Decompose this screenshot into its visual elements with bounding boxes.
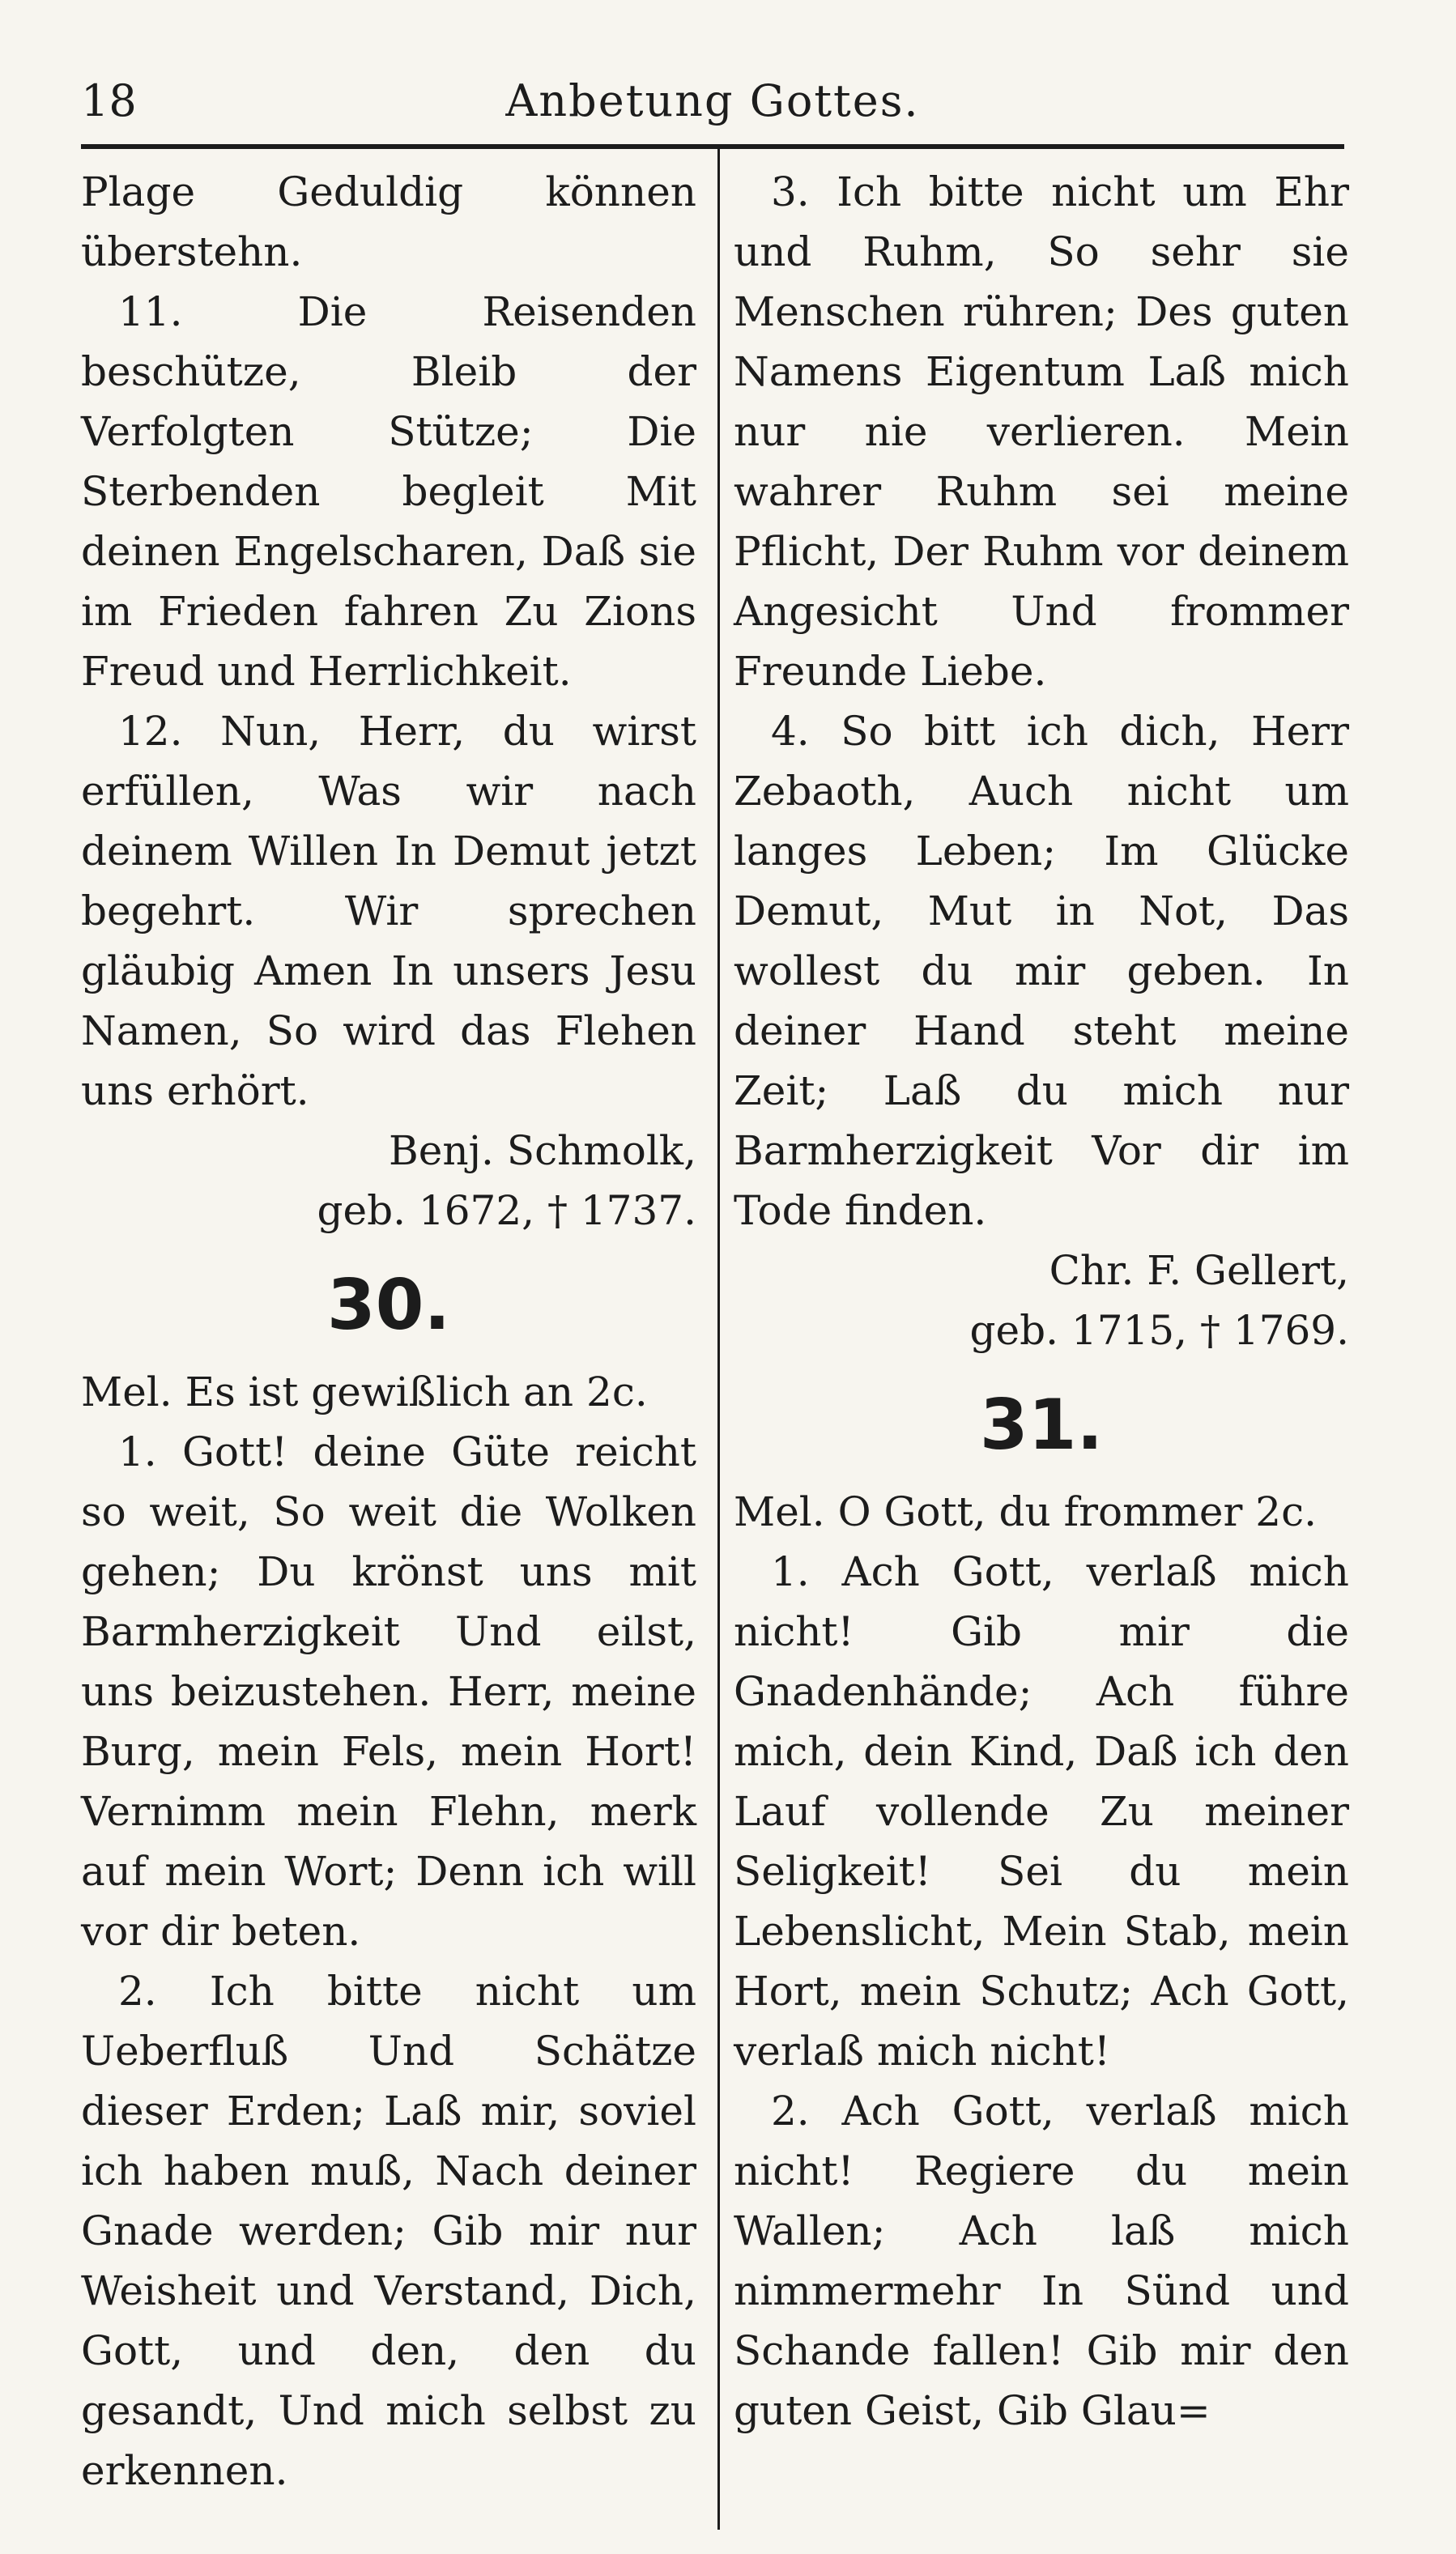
- verse-2: 2. Ich bitte nicht um Ueberfluß Und Schätze dieser Erden; Laß mir, soviel ich haben muß, Nach deiner Gnade werden; Gib mir nur Weisheit und Verstand, Dich, Gott, und den, den du gesandt, Und mich selbst zu erkennen.: [81, 1968, 696, 2494]
- header-rule: [81, 144, 1344, 149]
- verse-3: 3. Ich bitte nicht um Ehr und Ruhm, So sehr sie Menschen rühren; Des guten Namens Eigentum Laß mich nur nie verlieren. Mein wahrer Ruhm sei meine Pflicht, Der Ruhm vor deinem Angesicht Und frommer Freunde Liebe.: [734, 168, 1349, 695]
- hymn-number-31: 31.: [979, 1385, 1104, 1466]
- verse-11: 11. Die Reisenden beschütze, Bleib der Verfolgten Stütze; Die Sterbenden begleit Mit deinen Engelscharen, Daß sie im Frieden fahren Zu Zions Freud und Herrlichkeit.: [81, 288, 696, 695]
- left-column: [81, 162, 696, 2501]
- right-column: [734, 162, 1349, 2441]
- column-divider: [717, 149, 720, 2530]
- melody-line: Mel. O Gott, du frommer 2c.: [734, 1488, 1317, 1535]
- verse-1: 1. Ach Gott, verlaß mich nicht! Gib mir die Gnadenhände; Ach führe mich, dein Kind, Daß ich den Lauf vollende Zu meiner Seligkeit! Sei du mein Lebenslicht, Mein Stab, mein Hort, mein Schutz; Ach Gott, verlaß mich nicht!: [734, 1548, 1349, 2075]
- melody-line: Mel. Es ist gewißlich an 2c.: [81, 1369, 648, 1415]
- hymn-number-30: 30.: [326, 1265, 451, 1346]
- verse-continuation: Plage Geduldig können überstehn.: [81, 168, 696, 275]
- page-number: 18: [81, 75, 137, 126]
- verse-2: 2. Ach Gott, verlaß mich nicht! Regiere du mein Wallen; Ach laß mich nimmermehr In Sünd und Schande fallen! Gib mir den guten Geist, Gib Glau=: [734, 2088, 1349, 2434]
- page-header: [81, 65, 1344, 138]
- hymn-author-dates: geb. 1672, † 1737.: [317, 1187, 696, 1234]
- verse-4: 4. So bitt ich dich, Herr Zebaoth, Auch nicht um langes Leben; Im Glücke Demut, Mut in Not, Das wollest du mir geben. In deiner Hand steht meine Zeit; Laß du mich nur Barmherzigkeit Vor dir im Tode finden.: [734, 708, 1349, 1234]
- hymn-author-dates: geb. 1715, † 1769.: [969, 1307, 1349, 1354]
- running-title: Anbetung Gottes.: [505, 75, 920, 126]
- verse-12: 12. Nun, Herr, du wirst erfüllen, Was wir nach deinem Willen In Demut jetzt begehrt. Wir sprechen gläubig Amen In unsers Jesu Namen, So wird das Flehen uns erhört.: [81, 708, 696, 1114]
- hymn-author: Benj. Schmolk,: [389, 1127, 696, 1174]
- verse-1: 1. Gott! deine Güte reicht so weit, So weit die Wolken gehen; Du krönst uns mit Barmherzigkeit Und eilst, uns beizustehen. Herr, meine Burg, mein Fels, mein Hort! Vernimm mein Flehn, merk auf mein Wort; Denn ich will vor dir beten.: [81, 1428, 696, 1955]
- hymn-author: Chr. F. Gellert,: [1049, 1247, 1349, 1294]
